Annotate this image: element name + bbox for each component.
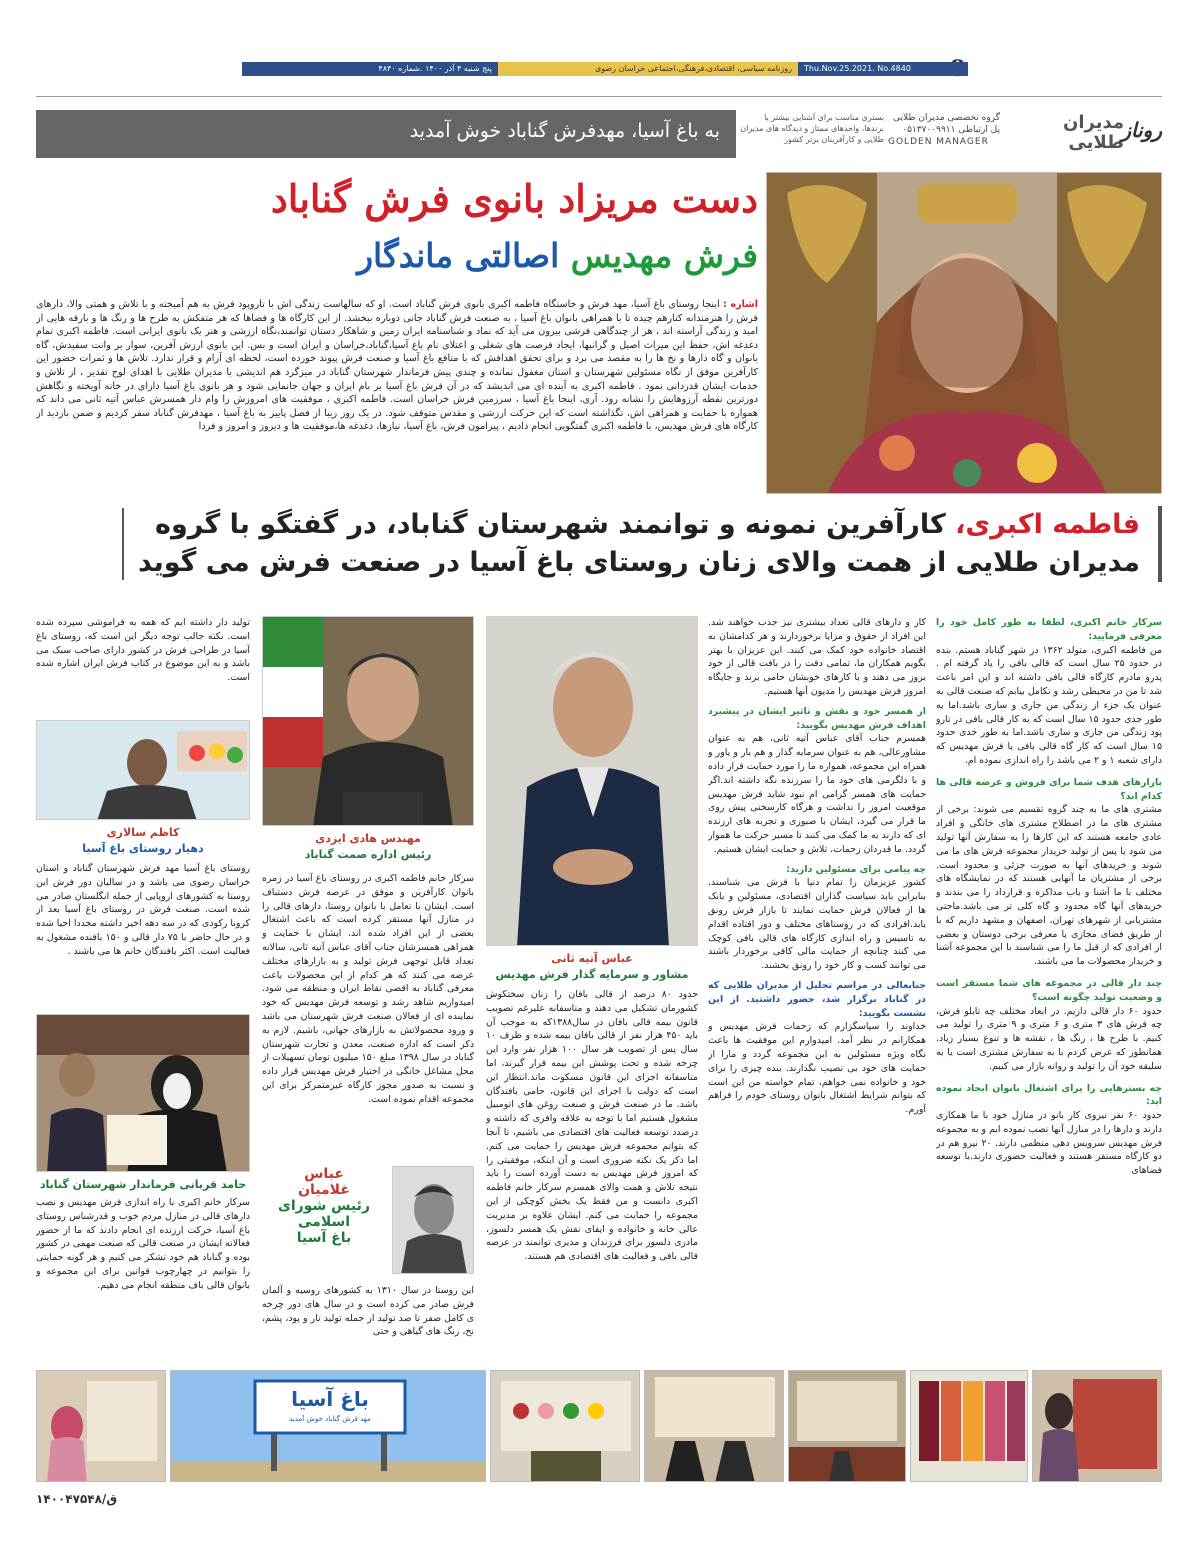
info-line1: گروه تخصصی مدیران طلایی — [893, 113, 1000, 123]
subhead-name: فاطمه اکبری، — [955, 509, 1140, 540]
answer: کشور عزیزمان را تمام دنیا با فرش می شناسند. بنابراین باید سیاست گذاران اقتصادی، مسئولین و بانک ها از فعالان فرش حمایت نمایند تا بازار فرش رونق یابد.افرادی که در روستاهای مختلف و دور افتاده اقدام به تاسیس و راه اندازی کارگاه های قالی بافی کوچک می کنند چنانچه از حمایت مالی کافی برخوردار باشند می توانند کسب و کار خود را رونق بخشند. — [708, 877, 926, 972]
photo-strip — [36, 1370, 1162, 1482]
strip-image — [1033, 1371, 1162, 1482]
question: چه پیامی برای مسئولین دارید: — [786, 863, 926, 875]
answer: من فاطمه اکبری، متولد ۱۳۶۲ در شهر گناباد هستم. بنده در حدود ۲۵ سال است که قالی بافی را یاد گرفته ام . پدرو مادرم کارگاه قالی بافی داشته اند و این امر باعث شد تا من در محیطی رشد و تکامل بیابم که صنعت قالی به عنوان یک جزء از زندگی من جاری و ساری باشد.اما به طور جدی حدود ۱۵ سال است که به کار قالی بافی در تارو پود زندگی من جاری و ساری باشد.اما به طور جدی حدود ۱۵ سال است که کار گاه قالی بافی یا فرش مهدیس که دارای شعبه ۱ و ۲ می باشد را راه اندازی نموده ام. — [936, 644, 1162, 766]
izadi-name: مهندس هادی ایزدی — [315, 832, 421, 845]
ghorbani-caption: حامد قربانی فرماندار شهرستان گناباد — [39, 1178, 247, 1191]
salari-name: کاظم سالاری — [106, 826, 180, 839]
answer: حدود ۶۰ نفر نیروی کار بانو در منازل خود با ما همکاری دارند و دارها را در منازل آنها نصب نموده ایم و به مجموعه فرش مهدیس سرویس دهی منظمی دارند. ۲۰ نیرو هم در دو کارگاه مستقر هستند و فعالیت حضوری دارند.با توسعه فضاهای — [936, 1110, 1162, 1177]
strip-image — [911, 1371, 1028, 1482]
column-5-mid-text: روستای باغ آسیا مهد فرش شهرستان گناباد و استان خراسان رضوی می باشد و در سالیان دور فرش این روستا به کشورهای اروپایی از جمله انگلستان صادر می شده است. صنعت فرش در روستای باغ آسیا بعد از کرونا رکودی که در سه دهه اخیر داشته مجددا احیا شده و در حال حاضر با ۷۵ دار قالی و ۱۵۰ بافنده مشغول به فعالیت است. اکثر بافندگان خانم ها می باشند . — [36, 863, 250, 957]
sub-title — [240, 236, 758, 275]
header-desc: بستری مناسب برای آشنایی بیشتر با برندها، واحدهای ممتاز و دیدگاه های مدیران طلایی و کارآفرینان برتر کشور — [740, 113, 884, 144]
sign-subtitle: مهد فرش گناباد خوش آمدید — [289, 1415, 371, 1423]
column-5-top-text: تولید دار داشته ایم که همه به فراموشی سپرده شده است. نکته جالب توجه دیگر این است که، روستای باغ آسیا در طراحی فرش در کشور دارای صاحب سبک می باشد و به این موضوع در کتاب فرش ایران اشاره شده است. — [36, 617, 250, 684]
strip-image — [37, 1371, 166, 1482]
top-strip — [242, 62, 968, 76]
column-3-text: حدود ۸۰ درصد از قالی بافان را زنان سختکوش کشورمان تشکیل می دهند و متاسفانه علیرغم تصویب قانون بیمه قالی بافان در سال۱۳۸۸که به موجب آن باید ۴۵۰ هزار نفر از قالی بافان بیمه شده و ظرف ۱۰ سال پس از تصویب هر سال ۱۰۰ هزار نفر وارد این چرخه شده و تحت پوشش این بیمه قرار گیرند، اما متاسفانه اجرای این قانون مسکوت ماند.انتظار این است که دولت با اجرای این قانون، حامی بافندگان باشد. ما در صنعت فرش و صنعت روغن های اتومبیل مشغول هستیم اما با توجه به علاقه وافری که داشته و درصدد توسعه فعالیت های اقتصادی می باشیم، تا آنجا که بتوانم مجموعه فرش مهدیس را حمایت می کنم. اما ذکر یک نکته ضروری است و آن اینکه، موفقیتی را که امروز فرش مهدیس به دست آورده است را باید نتیجه تلاش و همت والای همسرم سرکار خانم فاطمه اکبری دانست و من فقط یک بخش کوچکی از این مجموعه را حمایت می کنم. ایشان علاوه بر مدیریت عالی خانه و خانواده و ایفای نقش یک همسر دلسوز، مادری دلسوز برای فرزندان و مدیری توانمند در عرصه قالی بافی و فعالیت های اقتصادی هم هستند. — [486, 989, 698, 1263]
date-en: Thu.Nov.25.2021. No.4840 — [798, 62, 968, 76]
brand-logo — [1002, 112, 1162, 154]
intro-paragraph — [36, 298, 758, 492]
welcome-text: به باغ آسیا، مهدفرش گناباد خوش آمدید — [409, 120, 720, 142]
abbas-name: عباس آتیه ثانی — [551, 952, 633, 965]
izadi-image — [263, 617, 474, 826]
answer: مشتری های ما به چند گروه تقسیم می شوند: برخی از مشتری های ما در اصطلاح مشتری های خانگی و افراد عادی جامعه هستند که این کارها را به سفارش آنها تولید می شود یا پس از تولید خریدار مجموعه فرش های ما می شوند و خریدهای آنها به صورت جزئی و محدود است. برخی از مشتریان ما آنهایی هستند که در نمایشگاه های مختلف با ما آشنا و باب مذاکره و قرارداد را می بندند و خریدهای آنها گاه محدود و گاه کلی تر می باشد.ماحتی مشتریانی از شهرهای تهران، اصفهان و مشهد داریم که با از طریق فضای مجازی یا معرفی برخی دوستان و بعضی از افرادی که از قبل ما را می شناسند با این مجموعه آشنا و خریدار محصولات ما می باشند. — [936, 804, 1162, 968]
sub-title-blue: اصالتی ماندگار — [357, 236, 560, 275]
question: چه بسترهایی را برای اشتغال بانوان ایجاد نموده اید: — [936, 1082, 1162, 1108]
column-5-bottom-text: سرکار خانم اکبری با راه اندازی فرش مهدیس و نصب دارهای قالی در منازل مردم خوب و قدرشناس روستای باغ آسیا، حرکت ارزنده ای انجام دادند که ما از حضور فعالانه ایشان در صنعت قالی که صنعت مهمی در کشور بوده و گناباد هم خود تشکر می کنیم و هر گونه حمایتی را بتوانیم در چهارچوب قوانین برای این مجموعه و بانوان قالی باف منطقه انجام می دهیم. — [36, 1197, 250, 1291]
gholamian-photo — [392, 1166, 474, 1274]
gholamian-role-l3: باغ آسیا — [296, 1230, 352, 1246]
abbas-photo — [486, 616, 698, 946]
ghorbani-photo — [36, 1014, 250, 1172]
salari-photo — [36, 720, 250, 820]
question: بازارهای هدف شما برای فروش و عرضه قالی ها کدام اند؟ — [936, 776, 1162, 802]
gholamian-name-l1: عباس — [304, 1166, 344, 1182]
gholamian-caption — [262, 1166, 386, 1246]
gholamian-role-l2: اسلامی — [297, 1214, 351, 1230]
question: چند دار قالی در مجموعه های شما مستقر است و وضعیت تولید چگونه است؟ — [936, 977, 1162, 1003]
main-title: دست مریزاد بانوی فرش گناباد — [270, 176, 758, 221]
abbas-role: مشاور و سرمایه گذار فرش مهدیس — [495, 968, 689, 981]
date-fa: پنج شنبه ۴ آذر ۱۴۰۰ .شماره ۴۸۴۰ — [242, 62, 498, 76]
strip-photo-weaver-girl — [36, 1370, 166, 1482]
welcome-banner — [36, 110, 736, 158]
column-4-bottom-text: این روستا در سال ۱۳۱۰ به کشورهای روسیه و آلمان فرش صادر می کرده است و در سال های دور چرخه ی کامل صفر تا صد تولید از جمله تولید تار و پود، پشم، نخ، رنگ های گیاهی و حتی — [262, 1285, 474, 1338]
intro-text: اینجا روستای باغ آسیا، مهد فرش و خاستگاه فاطمه اکبری بانوی فرش گناباد است. او که سالهاست زندگی اش با تاروپود فرش به هم آمیخته و با تلاش و همتی والا، دارهای فرش را هنرمندانه کنارهم چیده تا با همراهی بانوان باغ آسیا ، به صنعت فرش گناباد جانی دوباره ببخشد. از این کارگاه ها و فضاها که هر متفکش به طرح ها و رنگ ها و بارقه هایی از امید و زندگی آراسته اند ، هر از چندگاهی فرشی بیرون می آید که نماد و شناسنامه ایران زمین و شاهکار دستان توانمند،نگاه ارزشی و هنر یک بانوی ایرانی است. فاطمه اکبری تمام دغدغه اش، حفظ این میراث اصیل و گرانبها، ایجاد فرصت های شغلی و اعتلای نام باغ آسیا،گناباد،خراسان و ایران است و بس. این بانوی ارزش آفرین، سوار بر وانت سفیدش، گاه بانوان و گاه دارها و نخ ها را به مقصد می برد و برای تحقق اهدافش که با منافع باغ آسیا و صنعت فرش پیوند خورده است، لحظه ای آرام و قرار ندارد. تلاش ها و ثمرات حضور این کارآفرین موفق از نگاه مسئولین شهرستان و استان مغفول نمانده و چندی پیش فرماندار شهرستان گناباد در میزگرد هم اندیشی با مدیران طلایی با اهدای لوح تقدیر ، از تلاش و خدمات ایشان قدردانی نمود . فاطمه اکبری به آینده ای می اندیشد که در آن فرش باغ آسیا بر بام ایران و جهان جانمایی شود و هر بانوی باغ آسیا دارای در خانه آویخته و نگاهش دورترین نقطه آرزوهایش را نشانه رود. آری، اینجا باغ آسیا ، سرزمین فرش خراسان است. فاطمه اکبری ، موفقیت های امروزش را وام دار همسرش عباس آتیه ثانی می داند که همواره با حمایت و همراهی اش، نگذاشته است که این حرکت ارزشی و مقدس متوقف شود. در یک روز زیبا از فصل پاییز به باغ آسیا ، مهدفرش گناباد سفر کردیم و ضمن بازدید از کارگاه های فرش مهدیس، با فاطمه اکبری گفتگویی انجام دادیم ، پیرامون فرش، باغ آسیا، نیازها، دغدغه ها،موفقیت ها و دیروز و امروز و فردا — [36, 299, 758, 433]
answer: همسرم جناب آقای عباس آتیه ثانی، هم به عنوان مشاورعالی، هم به عنوان سرمایه گذار و هم یار و یاور و همراه این مجموعه، همواره ما را مورد حمایت قرار داده و با دلگرمی های خود ما را سرزنده نگه داشته اند.اگر حمایت های همسر گرامی ام نبود شاید فرش مهدیس موقعیت امروز را نداشت و هرگاه کارسختی پیش روی ما قرار می گیرد، ایشان با صبوری و تجربه های ارزنده ای که دارند به ما کمک می کنند تا مسیر حرکت ما هموار گردد. ما قدردان زحمات، تلاش و حمایت ایشان هستیم. — [708, 733, 926, 855]
info-line2: پل ارتباطی ۰۵۱۳۷۰۰۹۹۱۱ — [902, 125, 1000, 135]
sub-title-green: فرش مهدیس — [570, 236, 758, 275]
header-info — [888, 112, 1000, 148]
column-4-text: سرکار خانم فاطمه اکبری در روستای باغ آسیا در زمره بانوان کارآفرین و موفق در عرصه فرش دستباف است. ایشان با تعامل با بانوان روستا، دارهای قالی را در منازل آنها مستقر کرده است که باعث اشتغال بعضی از این افراد شده اند. ایشان با حمایت و همراهی همسرشان جناب آقای عباس آتیه ثانی، سالانه تعداد قابل توجهی فرش تولید و به بازارهای مختلف عرضه می کنند که هر کدام از این محصولات باعث معرفی گناباد به اقصی نقاط ایران و منطقه می شود. امیدواریم شاهد رشد و توسعه فرش مهدیس که خود نماینده ای از فعالان صنعت فرش شهرستان می باشد و ورود محصولاتش به بازارهای جهانی، باشیم. لازم به ذکر است که اداره صنعت، معدن و تجارت شهرستان گناباد در سال ۱۳۹۸ مبلغ ۱۵۰ میلیون تومان تسهیلات از محل مشاغل خانگی در اختیار فرش مهدیس قرار داده و نسبت به صدور مجوز کارگاه غیرمتمرکز برای این مجموعه اقدام نموده است. — [262, 873, 474, 1105]
salari-image — [37, 721, 250, 820]
strip-image — [789, 1371, 906, 1482]
strip-photo-weaver-woman — [1032, 1370, 1162, 1482]
answer: خداوند را سپاسگزارم که زحمات فرش مهدیس و همکارانم در نظر آمد. امیدوارم این موفقیت ها باعث نگاه ویژه مسئولین به این مجموعه گردد و مارا از حمایت های خود بی نصیب نگذارند. بنده چیزی را برای خود و خانواده نمی خواهم، تمام خواسته من این است که بتوانم شرایط اشتغال بانوان روستای خودم را فراهم آورم. — [708, 1021, 926, 1116]
answer: کار و دارهای قالی تعداد بیشتری نیز جذب خواهند شد. این افراد از حقوق و مزایا برخوردارند و هر کدامشان به اقتصاد خانواده خود کمک می کنند. این عزیزان با بهتر بگویم همکاران ما، تمامی دقت را در بافت قالی از خود بروز می دهند و با کارهای خوبشان حامی برند و جایگاه امروز فرش مهدیس را مدیون آنها هستیم. — [708, 617, 926, 697]
answer: حدود ۶۰ دار قالی داریم. در ابعاد مختلف چه تابلو فرش، چه فرش های ۳ متری و ۶ متری و ۹ متری را تولید می کنیم. با طرح ها ، رنگ ها ، نقشه ها و تنوع بسیار زیاد. همانطور که عرض کردم با به سفارش مشتری است یا به سلیقه خود آن را تولید و روانه بازار می کنیم. — [936, 1005, 1162, 1072]
question: سرکار خانم اکبری، لطفا به طور کامل خود را معرفی فرمایید: — [936, 617, 1162, 642]
top-divider — [36, 96, 1162, 97]
portrait-image — [767, 173, 1162, 494]
column-1 — [936, 616, 1162, 1356]
izadi-role: رئیس اداره صمت گناباد — [304, 848, 432, 861]
sign-title: باغ آسیا — [291, 1387, 369, 1411]
subhead-line2: مدیران طلایی از همت والای زنان روستای باغ آسیا در صنعت فرش می گوید — [137, 547, 1140, 578]
strip-photo-dyed-yarn — [910, 1370, 1028, 1482]
subhead-line1: کارآفرین نمونه و توانمند شهرستان گناباد، در گفتگو با گروه — [155, 509, 946, 540]
footer-code: ۱۴۰۰۴۷۵۴۸/ق — [36, 1492, 118, 1506]
brand-line2: طلایی — [1068, 132, 1124, 153]
gholamian-image — [393, 1167, 474, 1274]
info-line3: GOLDEN MANAGER — [888, 137, 989, 147]
strip-photo-looms — [788, 1370, 906, 1482]
gholamian-role-l1: رئیس شورای — [278, 1198, 370, 1214]
brand-prefix: روناز — [1121, 118, 1162, 142]
strip-photo-sign — [170, 1370, 486, 1482]
gholamian-name-l2: غلامیان — [298, 1182, 350, 1198]
izadi-photo — [262, 616, 474, 826]
question: از همسر خود و نقش و تاثیر ایشان در پیشبرد اهداف فرش مهدیس بگویید: — [708, 705, 926, 731]
portrait-photo — [766, 172, 1162, 494]
paper-desc: روزنامه سیاسی، اقتصادی،فرهنگی،اجتماعی خراسان رضوی — [498, 62, 798, 76]
strip-image — [645, 1371, 784, 1482]
strip-photo-workshop — [644, 1370, 784, 1482]
question: جنابعالی در مراسم تجلیل از مدیران طلایی که در گناباد برگزار شد، حضور داشتید. از این نشست بگویید: — [708, 979, 926, 1019]
interview-subhead — [137, 506, 1162, 582]
subhead-left-rule — [122, 508, 124, 580]
strip-photo-yarn — [490, 1370, 640, 1482]
salari-role: دهیار روستای باغ آسیا — [82, 842, 204, 855]
column-2 — [708, 616, 926, 1356]
ghorbani-image — [37, 1015, 250, 1172]
brand-line1: مدیران — [1062, 112, 1124, 133]
strip-image — [491, 1371, 640, 1482]
intro-lead: اشاره : — [723, 299, 758, 310]
abbas-image — [487, 617, 698, 946]
